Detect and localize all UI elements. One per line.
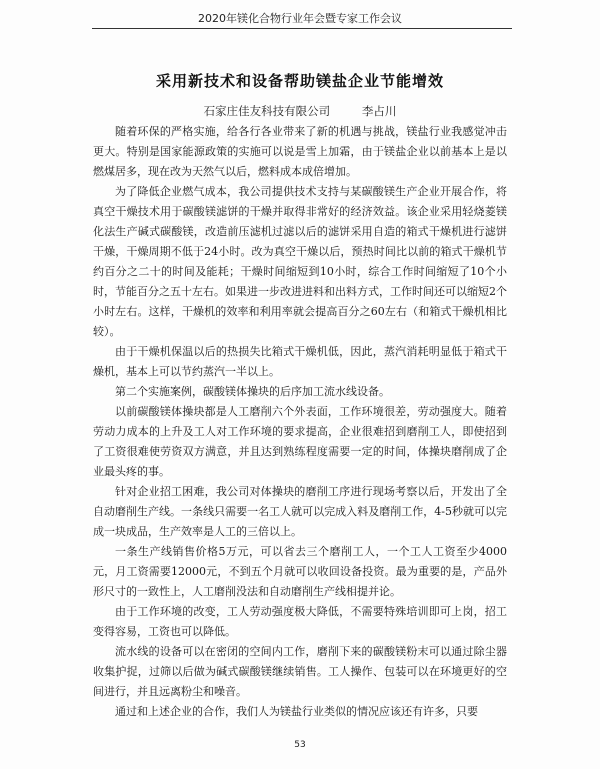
- article-body: [93, 122, 507, 722]
- paragraph: 由于工作环境的改变，工人劳动强度极大降低，不需要特殊培训即可上岗，招工变得容易，工资也可以降低。: [93, 605, 507, 638]
- header-rule: [92, 28, 512, 29]
- paragraph: 随着环保的严格实施，给各行各业带来了新的机遇与挑战，镁盐行业我感觉冲击更大。特别是国家能源政策的实施可以说是雪上加霜，由于镁盐企业以前基本上是以燃煤居多，现在改为天然气以后，燃料成本成倍增加。: [93, 125, 507, 178]
- paragraph: 针对企业招工困难，我公司对体操块的磨削工序进行现场考察以后，开发出了全自动磨削生产线。一条线只需要一名工人就可以完成入料及磨削工作，4-5秒就可以完成一块成品，生产效率是人工的三倍以上。: [93, 485, 507, 538]
- paragraph: 由于干燥机保温以后的热损失比箱式干燥机低，因此，蒸汽消耗明显低于箱式干燥机，基本上可以节约蒸汽一半以上。: [93, 345, 507, 378]
- paragraph: 为了降低企业燃气成本，我公司提供技术支持与某碳酸镁生产企业开展合作，将真空干燥技术用于碳酸镁滤饼的干燥并取得非常好的经济效益。该企业采用轻烧菱镁化法生产碱式碳酸镁，改造前压滤机过滤以后的滤饼采用自造的箱式干燥机进行滤饼干燥，干燥周期不低于24小时。改为真空干燥以后，预热时间比以前的箱式干燥机节约百分之二十的时间及能耗；干燥时间缩短到10小时，综合工作时间缩短了10个小时，节能百分之五十左右。如果进一步改进进料和出料方式，工作时间还可以缩短2个小时左右。这样，干燥机的效率和利用率就会提高百分之60左右（和箱式干燥机相比较）。: [93, 185, 507, 338]
- author-name: 李占川: [361, 104, 397, 118]
- paragraph: 以前碳酸镁体操块都是人工磨削六个外表面，工作环境很差，劳动强度大。随着劳动力成本的上升及工人对工作环境的要求提高，企业很难招到磨削工人，即使招到了工资很难使劳资双方满意，并且达到熟练程度需要一定的时间，体操块磨削成了企业最头疼的事。: [93, 405, 507, 478]
- page-number: 53: [294, 740, 306, 750]
- paragraph: 一条生产线销售价格5万元，可以省去三个磨削工人，一个工人工资至少4000元，月工资需要12000元，不到五个月就可以收回设备投资。最为重要的是，产品外形尺寸的一致性上，人工磨削没法和自动磨削生产线相提并论。: [93, 545, 507, 598]
- running-header: 2020年镁化合物行业年会暨专家工作会议: [198, 12, 402, 25]
- author-organization: 石家庄佳友科技有限公司: [203, 104, 331, 118]
- paragraph: 流水线的设备可以在密闭的空间内工作，磨削下来的碳酸镁粉末可以通过除尘器收集护捉，过筛以后做为碱式碳酸镁继续销售。工人操作、包装可以在环境更好的空间进行，并且远离粉尘和噪音。: [93, 645, 507, 698]
- article-title: 采用新技术和设备帮助镁盐企业节能增效: [155, 72, 444, 90]
- byline: [0, 103, 600, 119]
- paragraph: 第二个实施案例，碳酸镁体操块的后序加工流水线设备。: [115, 385, 390, 398]
- paragraph: 通过和上述企业的合作，我们人为镁盐行业类似的情况应该还有许多，只要: [115, 705, 478, 718]
